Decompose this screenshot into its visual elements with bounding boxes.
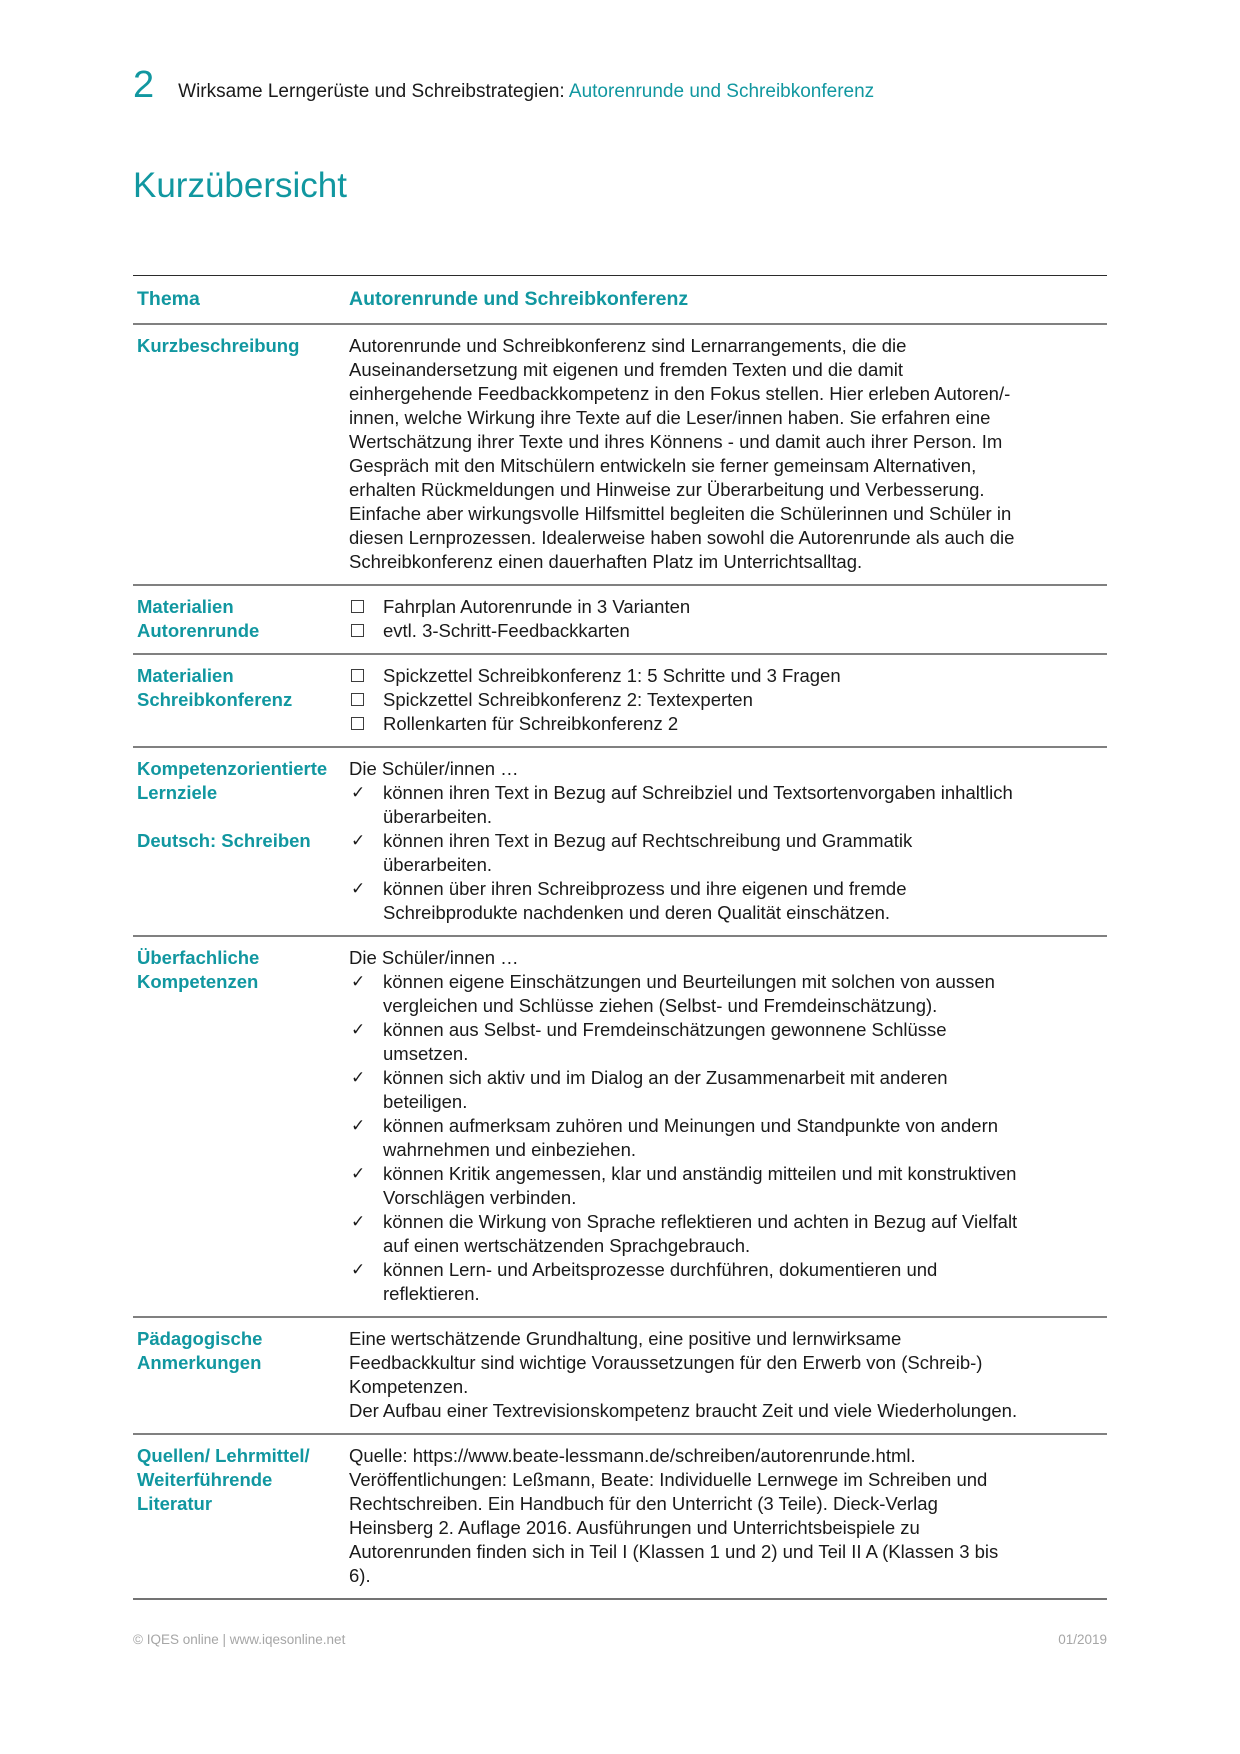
checkbox-list <box>349 664 1107 736</box>
row-label-quellen: Quellen/ Lehrmittel/ Weiterführende Literatur <box>137 1445 310 1515</box>
list-item <box>349 595 1021 619</box>
list-item-text: können Kritik angemessen, klar und anständig mitteilen und mit konstruktiven Vorschlägen verbinden. <box>383 1163 1017 1209</box>
table-row-lernziele <box>133 746 1107 935</box>
list-item-text: Fahrplan Autorenrunde in 3 Varianten <box>383 596 691 618</box>
list-item-text: können aufmerksam zuhören und Meinungen und Standpunkte von andern wahrnehmen und einbeziehen. <box>383 1115 999 1161</box>
overview-table <box>133 275 1107 1600</box>
list-item <box>349 1258 1021 1306</box>
row-label-ueberfachliche: Überfachliche Kompetenzen <box>137 947 260 993</box>
table-row-thema <box>133 276 1107 323</box>
header-title-prefix: Wirksame Lerngerüste und Schreibstrategien: <box>178 81 569 102</box>
list-item-text: können über ihren Schreibprozess und ihre eigenen und fremde Schreibprodukte nachdenken und deren Qualität einschätzen. <box>383 878 907 924</box>
checkbox-list <box>349 595 1107 643</box>
row-label-lernziele <box>133 757 349 925</box>
row-text-paedagogische <box>349 1327 1107 1423</box>
list-item-text: evtl. 3-Schritt-Feedbackkarten <box>383 620 630 642</box>
document-header <box>133 66 1107 104</box>
list-item-text: können eigene Einschätzungen und Beurteilungen mit solchen von aussen vergleichen und Schlüsse ziehen (Selbst- und Fremdeinschätzung). <box>383 971 995 1017</box>
row-label-paedagogische: Pädagogische Anmerkungen <box>137 1328 263 1374</box>
list-item <box>349 829 1021 877</box>
list-item <box>349 664 1021 688</box>
checkmark-icon: ✓ <box>351 1068 366 1088</box>
row-label-thema: Thema <box>137 288 200 311</box>
checkmark-icon: ✓ <box>351 831 366 851</box>
checkmark-icon: ✓ <box>351 1020 366 1040</box>
page-title: Kurzübersicht <box>133 166 347 205</box>
paragraph: Der Aufbau einer Textrevisionskompetenz braucht Zeit und viele Wiederholungen. <box>349 1400 1018 1422</box>
list-item-text: können die Wirkung von Sprache reflektieren und achten in Bezug auf Vielfalt auf einen wertschätzenden Sprachgebrauch. <box>383 1211 1018 1257</box>
list-item-text: können aus Selbst- und Fremdeinschätzungen gewonnene Schlüsse umsetzen. <box>383 1019 947 1065</box>
row-label-materialien-schreibkonferenz: Materialien Schreibkonferenz <box>137 665 293 711</box>
footer-copyright: © IQES online | www.iqesonline.net <box>133 1632 346 1648</box>
list-item <box>349 877 1021 925</box>
checkmark-icon: ✓ <box>351 1212 366 1232</box>
table-row-paedagogische-anmerkungen <box>133 1316 1107 1433</box>
footer-date: 01/2019 <box>1058 1632 1107 1648</box>
table-row-kurzbeschreibung <box>133 323 1107 584</box>
list-item-text: können ihren Text in Bezug auf Rechtschreibung und Grammatik überarbeiten. <box>383 830 913 876</box>
checkmark-icon: ✓ <box>351 1164 366 1184</box>
list-intro: Die Schüler/innen … <box>349 758 519 780</box>
list-item <box>349 781 1021 829</box>
list-item <box>349 619 1021 643</box>
checkbox-icon <box>349 664 383 688</box>
list-item-text: Spickzettel Schreibkonferenz 2: Textexperten <box>383 689 753 711</box>
list-item <box>349 970 1021 1018</box>
list-item <box>349 1114 1021 1162</box>
list-item-text: können ihren Text in Bezug auf Schreibziel und Textsortenvorgaben inhaltlich überarbeiten. <box>383 782 1013 828</box>
header-title <box>178 82 874 101</box>
row-label-lernziele-secondary: Deutsch: Schreiben <box>137 830 311 852</box>
list-item <box>349 712 1021 736</box>
row-text-quellen: Quelle: https://www.beate-lessmann.de/schreiben/autorenrunde.html. Veröffentlichungen: Leßmann, Beate: Individuelle Lernwege im Schreiben und Rechtschreiben. Ein Handbuch für den Unterricht (3 Teile). Dieck-Verlag Heinsberg 2. Auflage 2016. Ausführungen und Unterrichtsbeispiele zu Autorenrunden finden sich in Teil I (Klassen 1 und 2) und Teil II A (Klassen 3 bis 6). <box>349 1445 999 1587</box>
checkmark-icon: ✓ <box>351 783 366 803</box>
paragraph: Eine wertschätzende Grundhaltung, eine positive und lernwirksame Feedbackkultur sind wichtige Voraussetzungen für den Erwerb von (Schreib-) Kompetenzen. <box>349 1328 983 1398</box>
checkbox-icon <box>349 712 383 736</box>
list-item <box>349 1018 1021 1066</box>
list-item <box>349 1162 1021 1210</box>
list-item <box>349 1066 1021 1114</box>
list-item <box>349 1210 1021 1258</box>
checkmark-icon: ✓ <box>351 972 366 992</box>
list-intro: Die Schüler/innen … <box>349 947 519 969</box>
row-text-kurzbeschreibung: Autorenrunde und Schreibkonferenz sind Lernarrangements, die die Auseinandersetzung mit eigenen und fremden Texten und die damit einhergehende Feedbackkompetenz in den Fokus stellen. Hier erleben Autoren/-innen, welche Wirkung ihre Texte auf die Leser/innen haben. Sie erfahren eine Wertschätzung ihrer Texte und ihres Könnens - und damit auch ihrer Person. Im Gespräch mit den Mitschülern entwickeln sie ferner gemeinsam Alternativen, erhalten Rückmeldungen und Hinweise zur Überarbeitung und Verbesserung. Einfache aber wirkungsvolle Hilfsmittel begleiten die Schülerinnen und Schüler in diesen Lernprozessen. Idealerweise haben sowohl die Autorenrunde als auch die Schreibkonferenz einen dauerhaften Platz im Unterrichtsalltag. <box>349 335 1015 573</box>
check-list <box>349 757 1107 925</box>
checkmark-icon: ✓ <box>351 879 366 899</box>
check-list <box>349 946 1107 1306</box>
checkbox-icon <box>349 619 383 643</box>
list-item-text: Rollenkarten für Schreibkonferenz 2 <box>383 713 679 735</box>
list-item-text: können Lern- und Arbeitsprozesse durchführen, dokumentieren und reflektieren. <box>383 1259 938 1305</box>
list-item-text: Spickzettel Schreibkonferenz 1: 5 Schritte und 3 Fragen <box>383 665 841 687</box>
checkbox-icon <box>349 688 383 712</box>
row-label-lernziele-primary: Kompetenzorientierte Lernziele <box>137 758 328 804</box>
page-number: 2 <box>133 64 155 106</box>
header-title-accent: Autorenrunde und Schreibkonferenz <box>568 81 875 102</box>
table-row-materialien-autorenrunde <box>133 584 1107 653</box>
table-row-materialien-schreibkonferenz <box>133 653 1107 746</box>
row-label-materialien-autorenrunde: Materialien Autorenrunde <box>137 596 260 642</box>
row-label-kurzbeschreibung: Kurzbeschreibung <box>137 335 300 357</box>
checkmark-icon: ✓ <box>351 1116 366 1136</box>
table-row-ueberfachliche-kompetenzen <box>133 935 1107 1316</box>
list-item <box>349 688 1021 712</box>
table-row-quellen <box>133 1433 1107 1598</box>
checkbox-icon <box>349 595 383 619</box>
row-value-thema: Autorenrunde und Schreibkonferenz <box>349 288 689 311</box>
checkmark-icon: ✓ <box>351 1260 366 1280</box>
document-footer <box>133 1632 1107 1648</box>
list-item-text: können sich aktiv und im Dialog an der Zusammenarbeit mit anderen beteiligen. <box>383 1067 948 1113</box>
